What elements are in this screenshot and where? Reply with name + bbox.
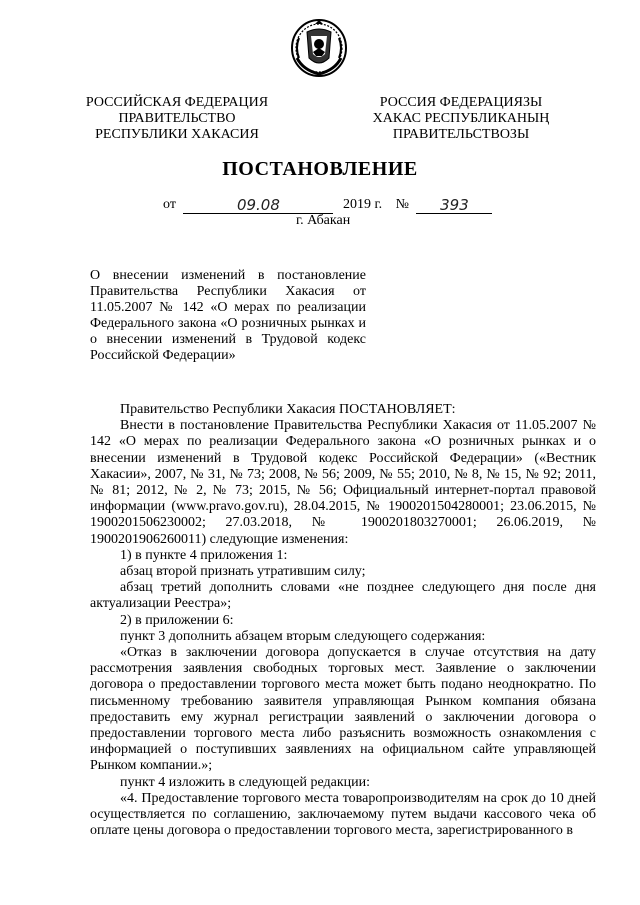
body-paragraph: абзац третий дополнить словами «не позднее следующего дня после дня актуализации Реестра»;	[90, 580, 596, 612]
body-paragraph: «4. Предоставление торгового места товаропроизводителям на срок до 10 дней осуществляется по соглашению, заключаемому путем выдачи кассового чека об оплате цены договора о предоставлении торгового места, зарегистрированного в	[90, 790, 596, 839]
body-paragraph: пункт 4 изложить в следующей редакции:	[120, 774, 370, 790]
date-number-line	[163, 196, 492, 214]
coat-of-arms-emblem	[289, 18, 349, 80]
body-paragraph: пункт 3 дополнить абзацем вторым следующего содержания:	[120, 628, 486, 644]
header-right-line: ПРАВИТЕЛЬСТВОЗЫ	[392, 127, 530, 142]
city-name: г. Абакан	[296, 213, 351, 228]
document-body	[90, 402, 596, 839]
date-value: 09.08	[183, 197, 333, 214]
header-left-line: РЕСПУБЛИКИ ХАКАСИЯ	[95, 127, 259, 142]
header-right-line: ХАКАС РЕСПУБЛИКАНЫҢ	[372, 111, 550, 126]
year-value: 2019 г.	[342, 197, 383, 212]
header-left-line: ПРАВИТЕЛЬСТВО	[118, 111, 236, 126]
document-title: ПОСТАНОВЛЕНИЕ	[222, 158, 418, 180]
body-paragraph: 1) в пункте 4 приложения 1:	[120, 547, 288, 563]
body-paragraph: абзац второй признать утратившим силу;	[120, 564, 366, 580]
date-prefix: от	[163, 197, 176, 212]
body-paragraph: Внести в постановление Правительства Республики Хакасия от 11.05.2007 № 142 «О мерах по реализации Федерального закона «О розничных рынках и о внесении изменений в Трудовой кодекс Российской Федерации» («Вестник Хакасии», 2007, № 31, № 73; 2008, № 56; 2009, № 55; 2010, № 8, № 15, № 92; 2011, № 81; 2012, № 2, № 73; 2015, № 56; Официальный интернет-портал правовой информации (www.pravo.gov.ru), 28.04.2015, № 1900201504280001; 23.06.2015, № 1900201506230002; 27.03.2018, № 1900201803270001; 26.06.2019, № 1900201906260011) следующие изменения:	[90, 418, 596, 547]
header-left-russian	[82, 95, 272, 143]
number-label: №	[395, 197, 409, 212]
header-right-khakas	[366, 95, 556, 143]
body-paragraph: «Отказ в заключении договора допускается в случае отсутствия на дату рассмотрения заявления свободных торговых мест. Заявление о заключении договора о предоставлении торгового места может быть подано неоднократно. По письменному требованию заявителя управляющая Рынком компания обязана предоставить ему журнал регистрации заявлений о заключении договора о предоставлении торгового места либо разъяснить возможность ознакомления с информацией о поступивших заявлениях на официальном сайте управляющей Рынком компании.»;	[90, 645, 596, 774]
header-left-line: РОССИЙСКАЯ ФЕДЕРАЦИЯ	[85, 95, 269, 110]
header-right-line: РОССИЯ ФЕДЕРАЦИЯЗЫ	[379, 95, 543, 110]
body-paragraph: 2) в приложении 6:	[120, 612, 234, 628]
document-subject: О внесении изменений в постановление Правительства Республики Хакасия от 11.05.2007 № 142 «О мерах по реализации Федерального закона «О розничных рынках и о внесении изменений в Трудовой кодекс Российской Федерации»	[90, 268, 366, 363]
body-paragraph: Правительство Республики Хакасия ПОСТАНОВЛЯЕТ:	[120, 402, 456, 417]
document-number: 393	[416, 197, 492, 214]
